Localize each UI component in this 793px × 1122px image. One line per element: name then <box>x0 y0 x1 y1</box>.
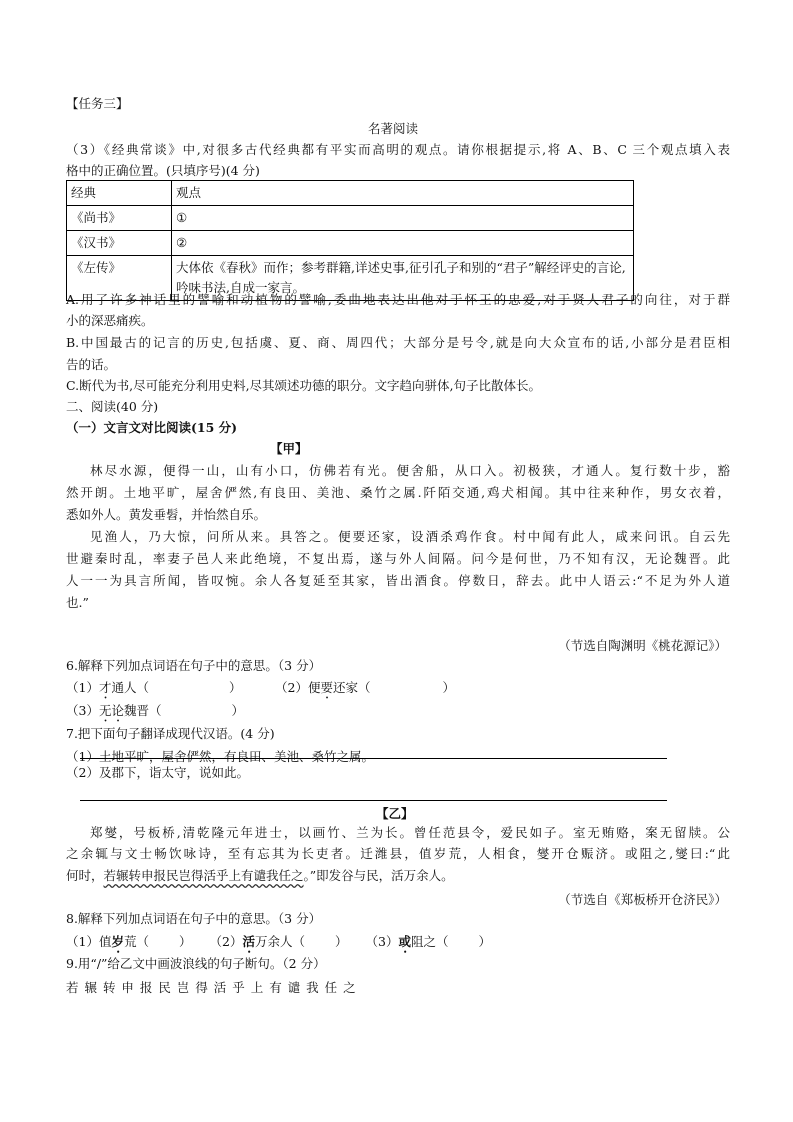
text: （1） <box>66 680 99 695</box>
option-b: B.中国最古的记言的历史,包括虞、夏、商、周四代；大部分是号令,就是向大众宣布的话,小部分是君臣相 <box>66 335 730 350</box>
text: 通人（ <box>111 680 149 695</box>
q9-sentence: 若 辗 转 申 报 民 岂 得 活 乎 上 有 谴 我 任 之 <box>66 980 356 995</box>
q7-sentence-1: （1）土地平旷，屋舍俨然，有良田、美池、桑竹之属。 <box>66 749 374 764</box>
option-b-cont: 告的话。 <box>66 357 117 372</box>
cell: 大体依《春秋》而作；参考群籍,详述史事,征引孔子和别的“君子”解经评史的言论,吟味书法,自成一家言。 <box>172 256 634 301</box>
dotted-word: 才 <box>98 680 112 695</box>
q8-items <box>66 933 491 956</box>
q9-title: 9.用“/”给乙文中画波浪线的句子断句。（2 分） <box>66 956 326 971</box>
answer-line[interactable] <box>80 758 667 759</box>
q6-item-1 <box>66 679 242 702</box>
text: （3） <box>66 703 99 718</box>
text: ） <box>178 934 192 949</box>
cell: ① <box>172 206 634 231</box>
text: （2） <box>209 934 243 949</box>
task-heading: 【任务三】 <box>66 96 129 111</box>
q6-item-2 <box>275 679 455 702</box>
q8-title: 8.解释下列加点词语在句子中的意思。（3 分） <box>66 911 322 926</box>
dotted-word: 无论 <box>98 703 124 718</box>
text: （2）便 <box>275 680 321 695</box>
text: 阻之（ <box>410 934 449 949</box>
dotted-word: 活 <box>242 934 255 949</box>
jia-line: 林尽水源，便得一山，山有小口，仿佛若有光。便舍船，从口入。初极狭，才通人。复行数十步，豁 <box>90 463 730 478</box>
jia-line: 然开朗。土地平旷，屋舍俨然,有良田、美池、桑竹之属.阡陌交通,鸡犬相闻。其中往来种作，男女衣着， <box>66 485 730 500</box>
cell: ② <box>172 231 634 256</box>
table-row <box>67 231 634 256</box>
classics-table <box>66 180 634 301</box>
yi-line: 郑燮，号板桥,清乾隆元年进士，以画竹、兰为长。曾任范县令，爱民如子。室无贿赂，案无留牍。公 <box>90 825 730 840</box>
text: 荒（ <box>123 934 149 949</box>
cell: 《尚书》 <box>67 206 172 231</box>
option-a-cont: 小的深恶痛疾。 <box>66 313 154 328</box>
text: ） <box>228 680 242 695</box>
text: ） <box>231 703 244 718</box>
jia-line: 也.” <box>66 595 89 610</box>
section-title: 名著阅读 <box>368 121 419 136</box>
yi-label: 【乙】 <box>376 806 414 821</box>
text: 。”即发谷与民，活万余人。 <box>303 868 454 883</box>
jia-source: （节选自陶渊明《桃花源记》） <box>558 638 727 653</box>
option-a: A.用了许多神话里的譬喻和动植物的譬喻,委曲地表达出他对于怀王的忠爱,对于贤人君子的向往，对于群 <box>66 292 730 307</box>
jia-label: 【甲】 <box>270 441 308 456</box>
text: ） <box>442 680 455 695</box>
text: 魏晋（ <box>123 703 162 718</box>
q3-text: （3）《经典常谈》中,对很多古代经典都有平实而高明的观点。请你根据提示,将 A、B、C 三个观点填入表 <box>66 142 730 157</box>
wavy-underlined-sentence: 若辗转申报民岂得活乎上有谴我任之 <box>103 868 304 883</box>
table-row <box>67 206 634 231</box>
dotted-word: 或 <box>398 934 411 949</box>
jia-line: 见渔人，乃大惊，问所从来。具答之。便要还家，设酒杀鸡作食。村中闻有此人，咸来问讯。自云先 <box>90 529 730 544</box>
text: ） <box>334 934 348 949</box>
q7-title: 7.把下面句子翻译成现代汉语。(4 分) <box>66 726 275 741</box>
cell: 《汉书》 <box>67 231 172 256</box>
yi-line <box>66 867 454 885</box>
text: （1）值 <box>66 934 112 949</box>
jia-line: 世避秦时乱，率妻子邑人来此绝境，不复出焉，遂与外人间隔。问今是何世，乃不知有汉，无论魏晋。此 <box>66 551 730 566</box>
part2-1-heading: （一）文言文对比阅读(15 分) <box>66 420 238 435</box>
q6-item-3 <box>66 702 244 725</box>
dotted-word: 要 <box>320 680 333 695</box>
yi-line: 之余辄与文士畅饮咏诗，至有忘其为长吏者。迁潍县，值岁荒，人相食，燮开仓赈济。或阻之,燮曰:“此 <box>66 846 730 861</box>
q6-title: 6.解释下列加点词语在句子中的意思。（3 分） <box>66 658 322 673</box>
jia-line: 悉如外人。黄发垂髫，并怡然自乐。 <box>66 507 267 522</box>
text: 何时， <box>66 868 104 883</box>
text: 万余人（ <box>254 934 305 949</box>
q7-sentence-2: （2）及郡下，诣太守，说如此。 <box>66 765 249 780</box>
header-cell: 观点 <box>172 181 634 206</box>
table-header <box>67 181 634 206</box>
text: （3） <box>365 934 399 949</box>
jia-line: 人一一为具言所闻，皆叹惋。余人各复延至其家，皆出酒食。停数日，辞去。此中人语云:“不足为外人道 <box>66 573 730 588</box>
dotted-word: 岁 <box>111 934 124 949</box>
answer-line[interactable] <box>80 800 667 801</box>
part2-heading: 二、阅读(40 分) <box>66 399 159 414</box>
option-c: C.断代为书,尽可能充分利用史料,尽其颂述功德的职分。文字趋向骈体,句子比散体长。 <box>66 378 542 393</box>
yi-source: （节选自《郑板桥开仓济民》） <box>558 892 727 907</box>
text: ） <box>478 934 491 949</box>
header-cell: 经典 <box>67 181 172 206</box>
q3-text-cont: 格中的正确位置。(只填序号)(4 分) <box>66 163 260 178</box>
text: 还家（ <box>332 680 371 695</box>
cell: 《左传》 <box>67 256 172 301</box>
